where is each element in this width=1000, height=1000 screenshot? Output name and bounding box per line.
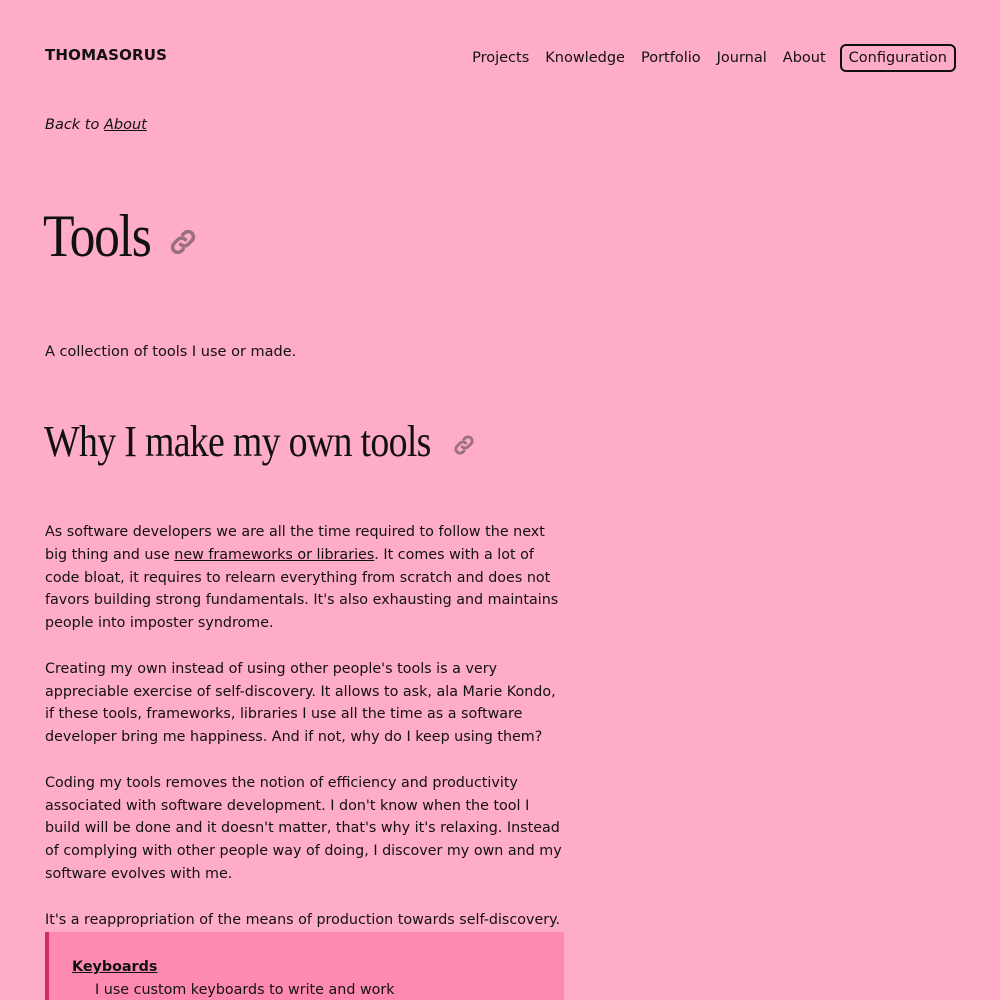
breadcrumb-link-about[interactable]: About <box>103 117 147 133</box>
site-logo-link[interactable]: THOMASORUS <box>45 46 168 64</box>
section-title-row <box>44 414 475 470</box>
paragraph-text: As software developers we are all the time required to follow the next big thing and use <box>45 524 545 563</box>
breadcrumb-prefix: Back to <box>45 117 100 133</box>
nav-item-journal[interactable]: Journal <box>716 50 767 66</box>
nav-item-portfolio[interactable]: Portfolio <box>640 50 701 66</box>
nav-item-knowledge[interactable]: Knowledge <box>545 50 625 66</box>
link-icon[interactable] <box>453 434 475 456</box>
nav-item-projects[interactable]: Projects <box>472 50 530 66</box>
paragraph-text: . It comes with a lot of code bloat, it requires to relearn everything from scratch and does not favors building strong fundamentals. It's also exhausting and maintains people into imposter syndrome. <box>45 546 559 632</box>
breadcrumb <box>45 117 147 133</box>
paragraph: Creating my own instead of using other people's tools is a very appreciable exercise of self-discovery. It allows to ask, ala Marie Kondo, if these tools, frameworks, libraries I use all the time as a software developer bring me happiness. And if not, why do I keep using them? <box>45 660 556 746</box>
paragraph: It's a reappropriation of the means of production towards self-discovery. <box>45 911 561 928</box>
page-title: Tools <box>43 203 151 269</box>
configuration-button[interactable]: Configuration <box>840 44 956 72</box>
paragraph: Coding my tools removes the notion of efficiency and productivity associated with software development. I don't know when the tool I build will be done and it doesn't matter, that's why it's relaxing. Instead of complying with other people way of doing, I discover my own and my software evolves with me. <box>45 774 562 882</box>
link-icon[interactable] <box>169 228 197 256</box>
nav-item-about[interactable]: About <box>782 50 826 66</box>
section-title: Why I make my own tools <box>44 417 431 466</box>
page-title-row <box>43 200 197 272</box>
page-intro: A collection of tools I use or made. <box>45 344 297 360</box>
paragraph <box>45 521 567 635</box>
tool-card-title[interactable]: Keyboards <box>72 959 158 975</box>
main-nav <box>456 44 956 72</box>
article-body <box>45 521 567 954</box>
tool-card-keyboards[interactable] <box>45 932 564 1000</box>
frameworks-link[interactable]: new frameworks or libraries <box>174 546 375 563</box>
tool-card-description: I use custom keyboards to write and work <box>95 981 395 998</box>
